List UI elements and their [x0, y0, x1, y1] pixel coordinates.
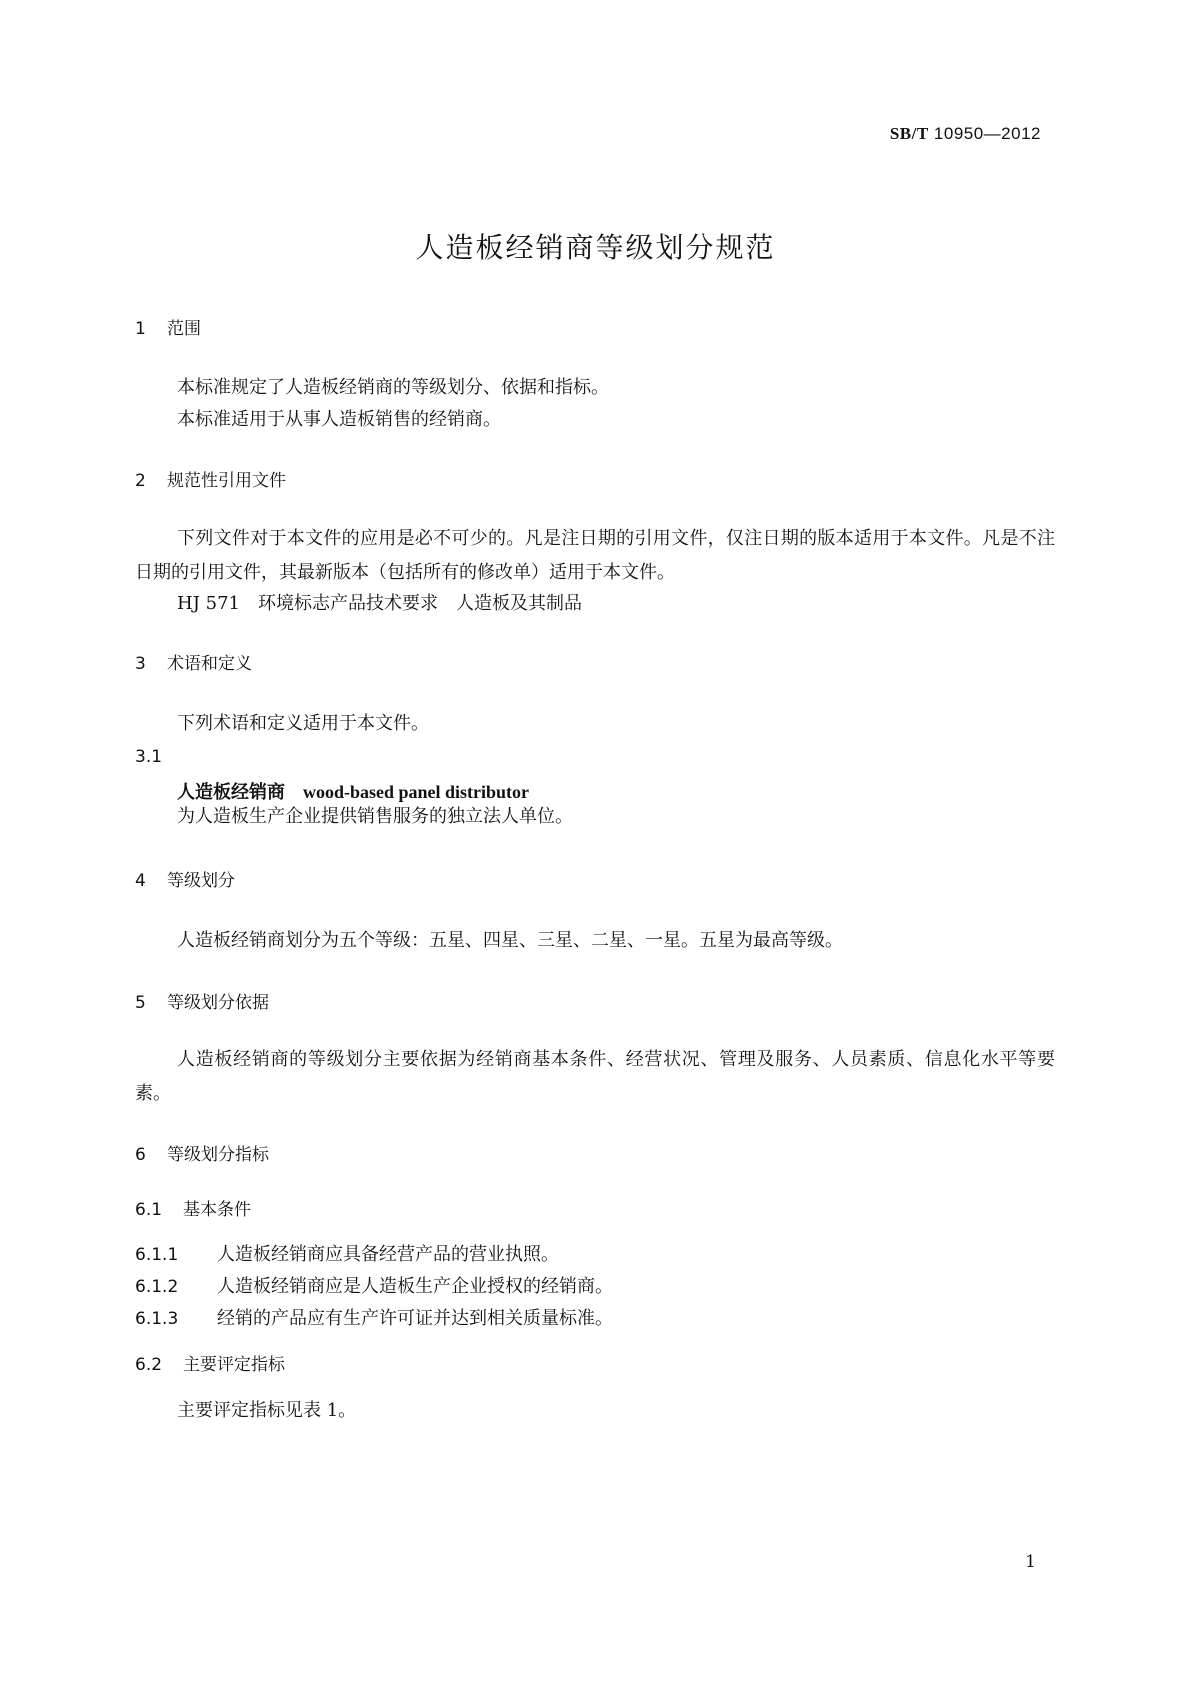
section-number: 1 — [135, 319, 146, 339]
section-6-heading — [135, 1144, 269, 1166]
section-2-paragraph: 下列文件对于本文件的应用是必不可少的。凡是注日期的引用文件，仅注日期的版本适用于本文件。凡是不注日期的引用文件，其最新版本（包括所有的修改单）适用于本文件。 — [135, 528, 1055, 583]
subsection-6-1-heading — [135, 1199, 251, 1221]
section-number: 3 — [135, 654, 146, 674]
section-number: 4 — [135, 871, 146, 891]
subsection-6-2-heading — [135, 1354, 285, 1376]
term-definition: 为人造板生产企业提供销售服务的独立法人单位。 — [177, 806, 573, 827]
standard-code-prefix: SB/T — [889, 124, 929, 143]
section-1-line-2: 本标准适用于从事人造板销售的经销商。 — [177, 409, 501, 430]
subsection-title: 主要评定指标 — [183, 1355, 285, 1375]
page-number: 1 — [1025, 1552, 1036, 1572]
section-number: 2 — [135, 471, 146, 491]
clause-6-1-2 — [135, 1276, 613, 1298]
clause-number: 6.1.3 — [135, 1309, 179, 1329]
clause-text: 经销的产品应有生产许可证并达到相关质量标准。 — [217, 1308, 613, 1329]
section-3-heading — [135, 653, 252, 675]
normative-reference: HJ 571 环境标志产品技术要求 人造板及其制品 — [177, 593, 582, 614]
clause-text: 人造板经销商应具备经营产品的营业执照。 — [217, 1244, 559, 1265]
subsection-number: 6.1 — [135, 1200, 163, 1220]
section-title: 等级划分 — [167, 871, 235, 891]
clause-6-1-3 — [135, 1308, 613, 1330]
section-title: 等级划分指标 — [167, 1145, 269, 1165]
clause-number: 6.1.2 — [135, 1277, 179, 1297]
section-5-heading — [135, 992, 269, 1014]
document-title: 人造板经销商等级划分规范 — [415, 231, 776, 264]
section-title: 范围 — [167, 319, 201, 339]
section-4-heading — [135, 870, 235, 892]
section-title: 等级划分依据 — [167, 993, 269, 1013]
clause-text: 人造板经销商应是人造板生产企业授权的经销商。 — [217, 1276, 613, 1297]
standard-code — [890, 124, 1041, 144]
section-1-heading — [135, 318, 201, 340]
section-title: 术语和定义 — [167, 654, 252, 674]
section-3-intro: 下列术语和定义适用于本文件。 — [177, 713, 429, 734]
clause-6-1-1 — [135, 1244, 559, 1266]
subsection-title: 基本条件 — [183, 1200, 251, 1220]
subsection-number: 6.2 — [135, 1355, 163, 1375]
subsection-6-2-paragraph: 主要评定指标见表 1。 — [177, 1400, 357, 1421]
term-english: wood-based panel distributor — [303, 782, 530, 802]
section-number: 5 — [135, 993, 146, 1013]
term-number: 3.1 — [135, 747, 163, 767]
section-5-paragraph: 人造板经销商的等级划分主要依据为经销商基本条件、经营状况、管理及服务、人员素质、信息化水平等要素。 — [135, 1049, 1055, 1104]
section-2-heading — [135, 470, 286, 492]
term-heading — [177, 778, 529, 804]
section-title: 规范性引用文件 — [167, 471, 286, 491]
standard-code-number: 10950—2012 — [933, 124, 1041, 143]
section-number: 6 — [135, 1145, 146, 1165]
clause-number: 6.1.1 — [135, 1245, 179, 1265]
section-1-line-1: 本标准规定了人造板经销商的等级划分、依据和指标。 — [177, 377, 609, 398]
term-chinese: 人造板经销商 — [177, 782, 285, 803]
section-4-paragraph: 人造板经销商划分为五个等级：五星、四星、三星、二星、一星。五星为最高等级。 — [177, 930, 843, 951]
